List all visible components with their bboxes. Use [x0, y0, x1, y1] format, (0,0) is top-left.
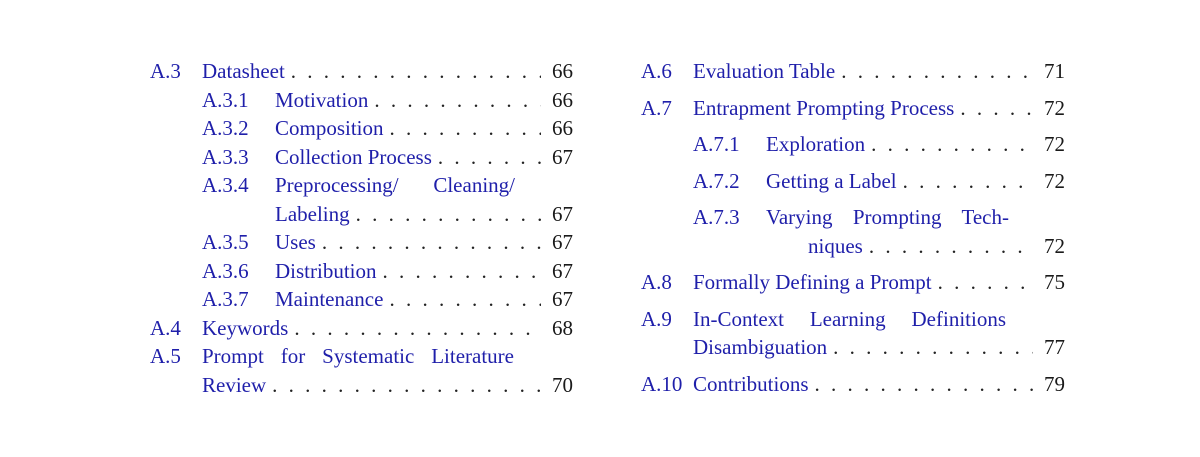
dot-leader	[938, 268, 1033, 297]
toc-entry-a3-1[interactable]	[150, 86, 573, 115]
dot-leader	[960, 94, 1033, 123]
dot-leader	[815, 370, 1033, 399]
toc-entry-title-continued: Review	[202, 372, 267, 397]
toc-entry-title: Datasheet	[202, 59, 285, 83]
dot-leader	[374, 86, 541, 115]
toc-entry-title: Preprocessing/ Cleaning/	[275, 173, 515, 197]
toc-entry-a3-4[interactable]	[150, 171, 573, 228]
dot-leader	[438, 143, 541, 172]
toc-entry-page: 72	[1044, 95, 1065, 120]
toc-entry-page: 67	[552, 201, 573, 226]
toc-entry-number: A.7	[641, 95, 672, 120]
toc-entry-number: A.4	[150, 315, 181, 340]
toc-entry-title: Formally Defining a Prompt	[693, 270, 932, 294]
toc-entry-number: A.3.7	[202, 287, 249, 311]
toc-entry-title: Motivation	[275, 87, 369, 112]
toc-entry-title: Varying Prompting Tech-	[766, 205, 1009, 229]
toc-entry-number: A.3.2	[202, 116, 249, 140]
toc-entry-title: Keywords	[202, 315, 289, 340]
toc-entry-title: Distribution	[275, 258, 377, 283]
toc-entry-number: A.3.5	[202, 230, 249, 254]
dot-leader	[869, 232, 1033, 261]
toc-entry-page: 72	[1044, 233, 1065, 258]
toc-entry-page: 66	[552, 116, 573, 140]
toc-entry-number: A.7.2	[693, 168, 740, 193]
toc-entry-page: 67	[552, 258, 573, 283]
toc-entry-a7[interactable]	[641, 94, 1065, 123]
toc-entry-page: 79	[1044, 371, 1065, 396]
toc-entry-a3-7[interactable]	[150, 285, 573, 314]
toc-entry-title: Maintenance	[275, 287, 384, 311]
toc-entry-title: Composition	[275, 116, 384, 140]
toc-entry-title: Collection Process	[275, 144, 432, 169]
toc-entry-title-continued: Labeling	[275, 201, 350, 226]
toc-entry-title: Getting a Label	[766, 168, 897, 193]
toc-entry-title: Evaluation Table	[693, 59, 836, 83]
dot-leader	[833, 333, 1033, 362]
dot-leader	[841, 57, 1033, 86]
toc-entry-number: A.3.4	[202, 173, 249, 197]
toc-entry-a4[interactable]	[150, 314, 573, 343]
toc-entry-a7-2[interactable]	[641, 167, 1065, 196]
toc-entry-title: Uses	[275, 230, 316, 254]
toc-entry-a3-2[interactable]	[150, 114, 573, 143]
toc-entry-title-continued: Disambiguation	[693, 335, 828, 359]
toc-entry-page: 66	[552, 59, 573, 83]
toc-entry-page: 72	[1044, 168, 1065, 193]
toc-entry-page: 70	[552, 372, 573, 397]
toc-entry-title: Prompt for Systematic Literature	[202, 344, 514, 368]
toc-entry-a5[interactable]	[150, 342, 573, 399]
toc-entry-title-continued: niques	[808, 233, 863, 258]
toc-entry-title: In-Context Learning Definitions	[693, 306, 1006, 331]
dot-leader	[291, 57, 541, 86]
toc-entry-a3[interactable]	[150, 57, 573, 86]
dot-leader	[383, 257, 541, 286]
dot-leader	[389, 285, 541, 314]
toc-entry-number: A.3	[150, 59, 181, 83]
toc-entry-a10[interactable]	[641, 370, 1065, 399]
dot-leader	[294, 314, 541, 343]
toc-entry-a3-3[interactable]	[150, 143, 573, 172]
toc-entry-a6[interactable]	[641, 57, 1065, 86]
toc-entry-number: A.8	[641, 270, 672, 294]
toc-entry-number: A.10	[641, 371, 683, 396]
toc-entry-title: Entrapment Prompting Process	[693, 95, 955, 120]
toc-entry-page: 67	[552, 287, 573, 311]
toc-entry-number: A.6	[641, 59, 672, 83]
toc-entry-title: Exploration	[766, 132, 866, 156]
toc-left-column	[150, 57, 573, 399]
dot-leader	[272, 371, 541, 400]
toc-entry-a8[interactable]	[641, 268, 1065, 297]
toc-entry-number: A.3.1	[202, 87, 249, 112]
dot-leader	[356, 200, 541, 229]
toc-entry-page: 67	[552, 230, 573, 254]
toc-entry-number: A.3.6	[202, 258, 249, 283]
toc-entry-a7-3[interactable]	[641, 203, 1065, 260]
toc-entry-number: A.3.3	[202, 144, 249, 169]
toc-entry-page: 68	[552, 315, 573, 340]
toc-entry-a9[interactable]	[641, 305, 1065, 362]
toc-entry-number: A.7.3	[693, 205, 740, 229]
toc-entry-a3-6[interactable]	[150, 257, 573, 286]
toc-entry-number: A.7.1	[693, 132, 740, 156]
toc-entry-number: A.9	[641, 306, 672, 331]
dot-leader	[903, 167, 1033, 196]
toc-entry-a7-1[interactable]	[641, 130, 1065, 159]
dot-leader	[871, 130, 1033, 159]
toc-right-column	[641, 57, 1065, 406]
toc-entry-page: 77	[1044, 335, 1065, 359]
toc-entry-a3-5[interactable]	[150, 228, 573, 257]
toc-entry-page: 66	[552, 87, 573, 112]
toc-entry-page: 72	[1044, 132, 1065, 156]
toc-entry-title: Contributions	[693, 371, 809, 396]
toc-entry-page: 71	[1044, 59, 1065, 83]
toc-entry-page: 75	[1044, 270, 1065, 294]
toc-entry-page: 67	[552, 144, 573, 169]
dot-leader	[390, 114, 541, 143]
dot-leader	[322, 228, 541, 257]
toc-entry-number: A.5	[150, 344, 181, 368]
